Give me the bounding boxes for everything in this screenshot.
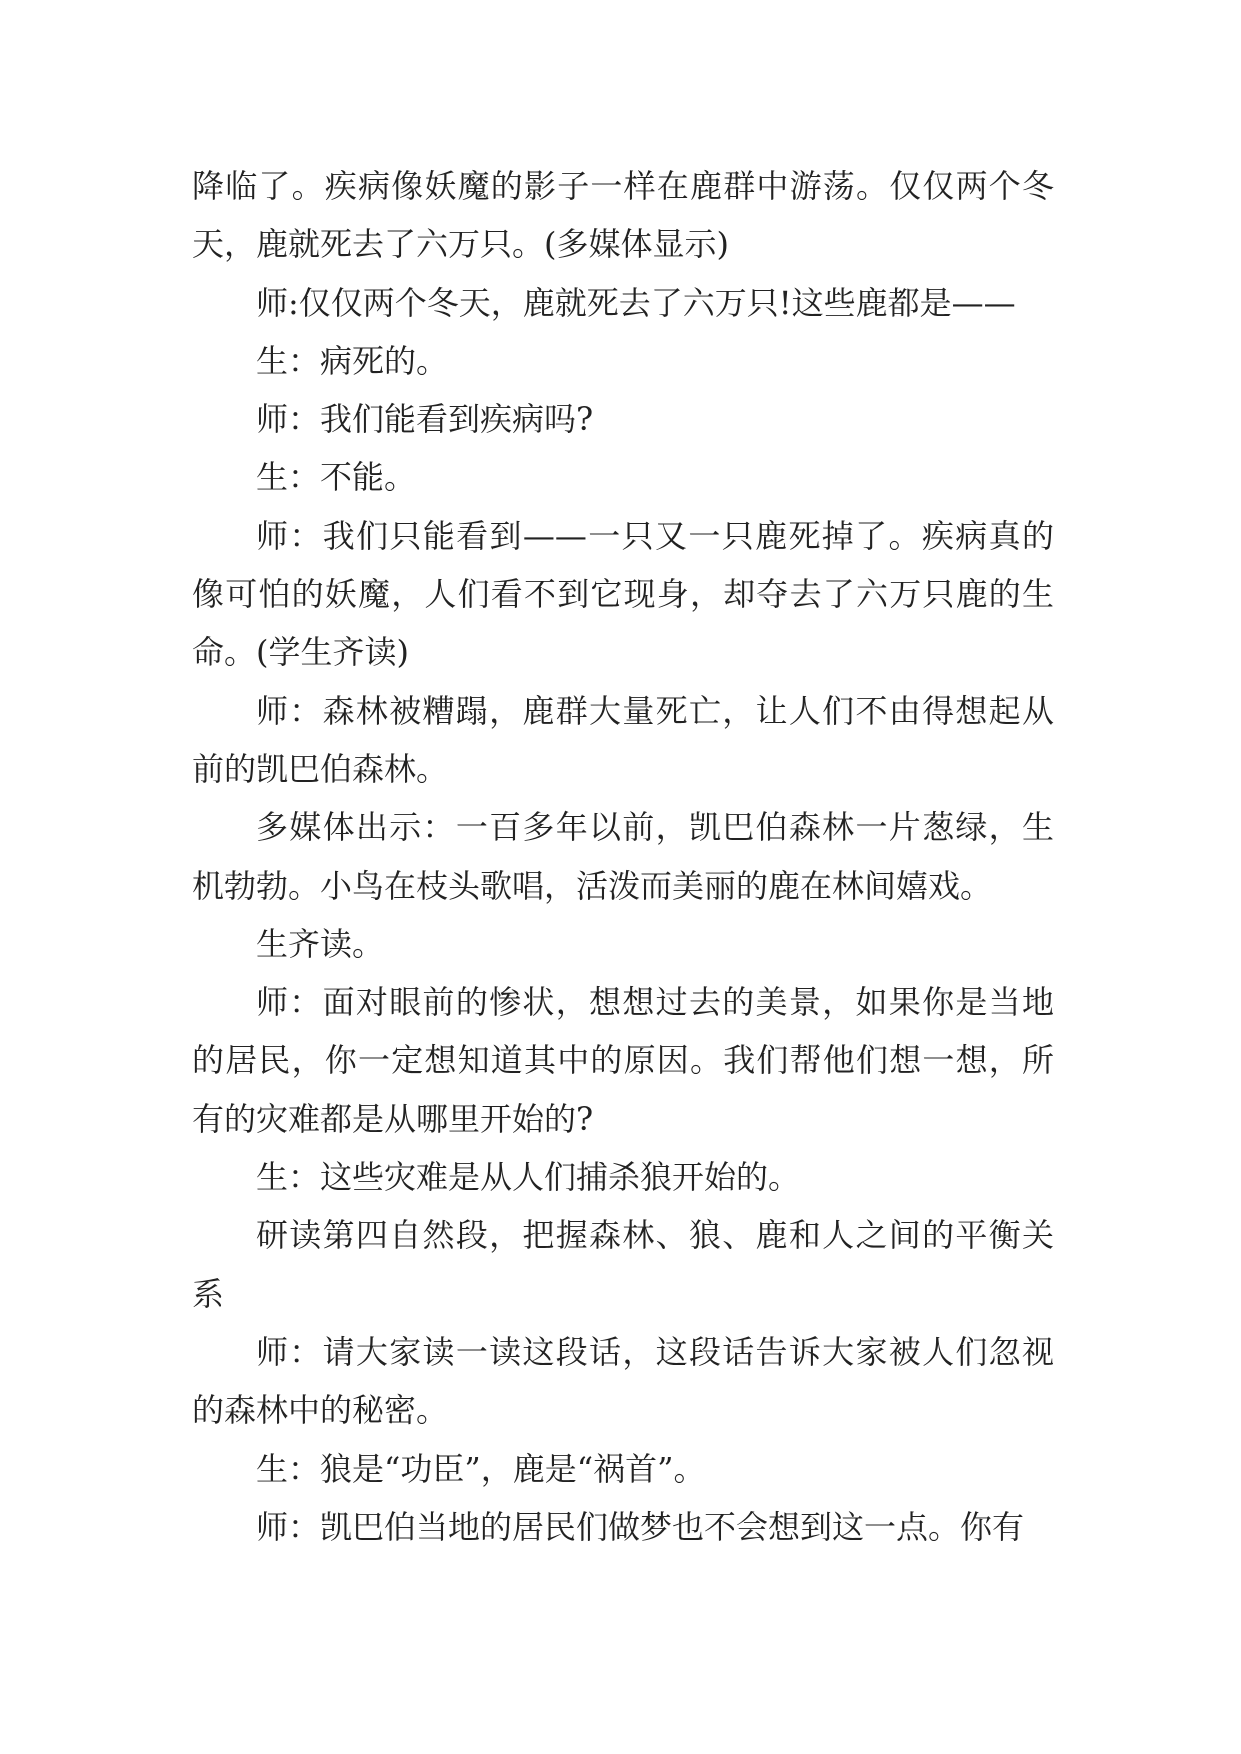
paragraph: 师：我们只能看到——一只又一只鹿死掉了。疾病真的像可怕的妖魔，人们看不到它现身，却夺去了六万只鹿的生命。(学生齐读) [192,516,1054,672]
document-body [192,157,1054,1556]
paragraph: 生：病死的。 [256,341,449,380]
paragraph: 生：狼是“功臣”，鹿是“祸首”。 [256,1449,706,1488]
paragraph: 师：请大家读一读这段话，这段话告诉大家被人们忽视的森林中的秘密。 [192,1332,1054,1430]
paragraph: 降临了。疾病像妖魔的影子一样在鹿群中游荡。仅仅两个冬天，鹿就死去了六万只。(多媒体显示) [192,167,1054,264]
paragraph: 师：面对眼前的惨状，想想过去的美景，如果你是当地的居民，你一定想知道其中的原因。我们帮他们想一想，所有的灾难都是从哪里开始的? [192,983,1054,1138]
paragraph: 生齐读。 [256,924,385,963]
paragraph: 多媒体出示：一百多年以前，凯巴伯森林一片葱绿，生机勃勃。小鸟在枝头歌唱，活泼而美丽的鹿在林间嬉戏。 [192,808,1054,905]
paragraph: 师：我们能看到疾病吗? [256,400,594,439]
paragraph: 生：不能。 [256,458,417,497]
paragraph: 师:仅仅两个冬天，鹿就死去了六万只!这些鹿都是—— [256,283,1016,322]
paragraph: 师：森林被糟蹋，鹿群大量死亡，让人们不由得想起从前的凯巴伯森林。 [192,691,1054,788]
paragraph: 生：这些灾难是从人们捕杀狼开始的。 [256,1158,801,1197]
paragraph: 研读第四自然段，把握森林、狼、鹿和人之间的平衡关系 [192,1216,1054,1313]
paragraph: 师：凯巴伯当地的居民们做梦也不会想到这一点。你有 [256,1507,1025,1546]
